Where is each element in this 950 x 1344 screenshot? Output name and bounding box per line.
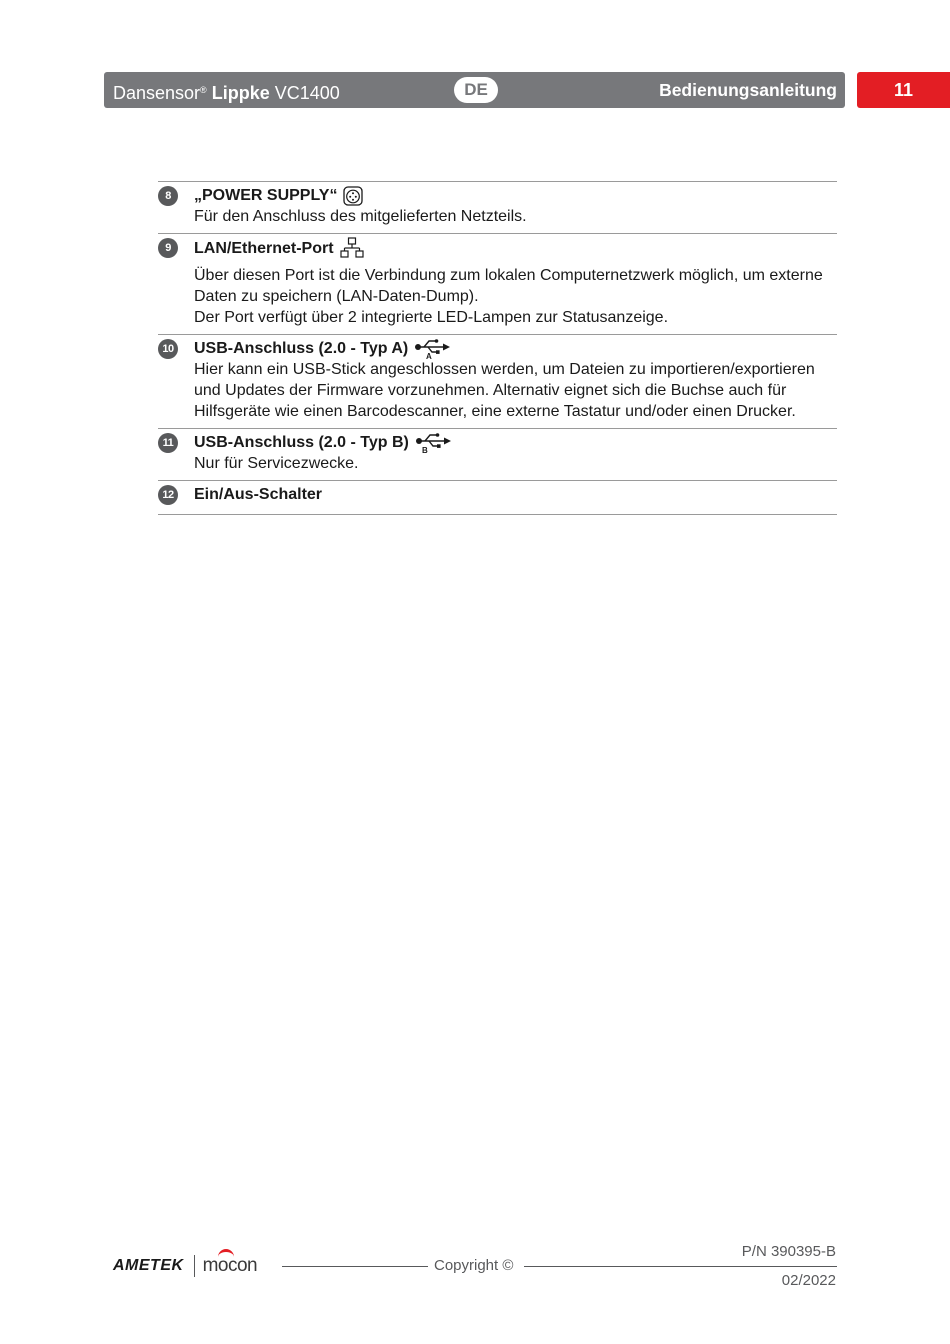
item-title-text: Ein/Aus-Schalter xyxy=(194,486,323,503)
item-paragraph: Der Port verfügt über 2 integrierte LED-Lampen zur Statusanzeige. xyxy=(194,309,669,326)
language-badge: DE xyxy=(454,77,498,103)
connector-list xyxy=(158,181,837,515)
item-paragraph: Hier kann ein USB-Stick angeschlossen werden, um Dateien zu importieren/exportieren und Updates der Firmware vorzunehmen. Alternativ eignet sich die Buchse auch für Hilfsgeräte wie einen Barcodescanner, eine externe Tastatur und/oder einen Drucker. xyxy=(194,361,815,420)
footer-rule-left xyxy=(282,1266,428,1267)
list-item xyxy=(158,182,837,234)
item-title-text: „POWER SUPPLY“ xyxy=(194,187,338,204)
power-supply-icon xyxy=(343,186,363,206)
item-number-badge: 11 xyxy=(158,433,178,453)
ametek-logo: AMETEK xyxy=(113,1257,184,1274)
item-number-badge: 10 xyxy=(158,339,178,359)
usb-type-letter: A xyxy=(426,351,433,359)
page-number: 11 xyxy=(857,72,950,108)
revision-date: 02/2022 xyxy=(781,1272,836,1289)
item-description xyxy=(194,265,837,328)
list-item xyxy=(158,335,837,429)
item-description xyxy=(194,359,837,422)
network-icon xyxy=(340,237,364,259)
brand-name: Lippke xyxy=(211,83,270,103)
usb-b-icon xyxy=(415,433,453,453)
item-description xyxy=(194,453,837,474)
item-title xyxy=(194,338,837,359)
usb-a-icon xyxy=(414,339,452,359)
item-title-text: USB-Anschluss (2.0 - Typ A) xyxy=(194,340,409,357)
item-paragraph: Über diesen Port ist die Verbindung zum lokalen Computernetzwerk möglich, um externe Daten zu speichern (LAN-Daten-Dump). xyxy=(194,267,823,305)
usb-type-letter: B xyxy=(421,445,428,453)
item-paragraph: Für den Anschluss des mitgelieferten Netzteils. xyxy=(194,208,527,225)
brand-model: VC1400 xyxy=(274,83,340,103)
mocon-arc-icon xyxy=(218,1249,234,1259)
logo-divider xyxy=(194,1255,195,1277)
item-number-badge: 8 xyxy=(158,186,178,206)
product-name xyxy=(113,72,340,108)
item-title-text: LAN/Ethernet-Port xyxy=(194,239,334,257)
registered-mark: ® xyxy=(200,85,207,95)
brand-prefix: Dansensor xyxy=(113,83,201,103)
item-number-badge: 9 xyxy=(158,238,178,258)
item-title-text: USB-Anschluss (2.0 - Typ B) xyxy=(194,434,409,451)
document-type: Bedienungsanleitung xyxy=(659,80,837,100)
list-item xyxy=(158,429,837,481)
item-title xyxy=(194,237,837,259)
copyright-text: Copyright © xyxy=(434,1257,514,1274)
part-number: P/N 390395-B xyxy=(741,1243,836,1260)
header-bar xyxy=(104,72,845,108)
footer-logo xyxy=(113,1254,257,1278)
item-title xyxy=(194,432,837,453)
item-title xyxy=(194,185,837,206)
item-title xyxy=(194,484,837,505)
mocon-logo-text: mocon xyxy=(202,1255,258,1276)
list-item xyxy=(158,234,837,335)
list-item xyxy=(158,481,837,515)
item-number-badge: 12 xyxy=(158,485,178,505)
item-description xyxy=(194,206,837,227)
item-paragraph: Nur für Servicezwecke. xyxy=(194,455,359,472)
mocon-logo xyxy=(203,1255,258,1277)
footer-rule-right xyxy=(524,1266,837,1267)
